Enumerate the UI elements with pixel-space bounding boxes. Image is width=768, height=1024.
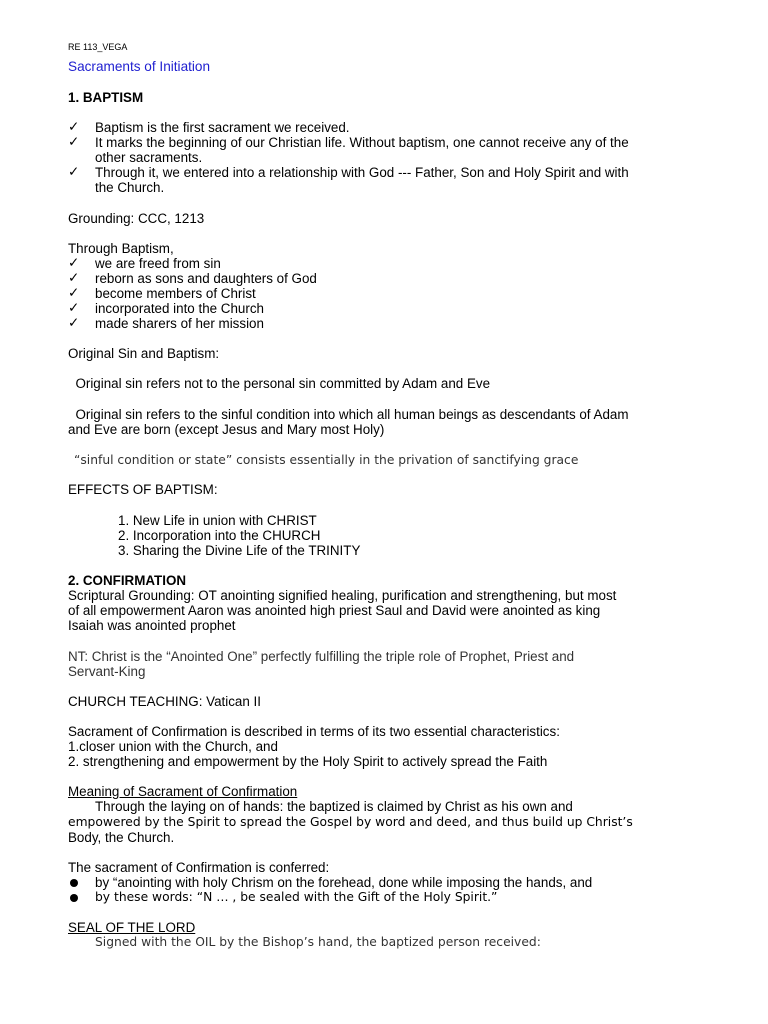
confirmation-description: 2. strengthening and empowerment by the Holy Spirit to actively spread the Faith [68, 754, 548, 769]
nt-note: Servant-King [68, 664, 146, 679]
confirmation-heading: 2. CONFIRMATION [68, 573, 187, 588]
sinful-condition-note: “sinful condition or state” consists essentially in the privation of sanctifying grace [74, 453, 579, 467]
checkmark-icon: ✓ [68, 119, 80, 134]
through-item: reborn as sons and daughters of God [95, 271, 317, 286]
bullet-icon [70, 879, 78, 887]
checkmark-icon: ✓ [68, 270, 80, 285]
original-sin-paragraph: Original sin refers to the sinful condition into which all human beings as descendants of Adam [68, 407, 629, 422]
scriptural-grounding: of all empowerment Aaron was anointed high priest Saul and David were anointed as king [68, 603, 601, 618]
conferred-heading: The sacrament of Confirmation is conferred: [68, 860, 330, 875]
checkmark-icon: ✓ [68, 164, 80, 179]
checkmark-icon: ✓ [68, 134, 80, 149]
baptism-point: the Church. [95, 180, 165, 195]
baptism-point: Through it, we entered into a relationship with God --- Father, Son and Holy Spirit and with [95, 165, 629, 180]
baptism-point: It marks the beginning of our Christian life. Without baptism, one cannot receive any of the [95, 135, 629, 150]
seal-text: Signed with the OIL by the Bishop’s hand, the baptized person received: [95, 935, 541, 949]
checkmark-icon: ✓ [68, 255, 80, 270]
document-title: Sacraments of Initiation [68, 59, 211, 74]
document-header: RE 113_VEGA [68, 42, 128, 52]
checkmark-icon: ✓ [68, 315, 80, 330]
meaning-paragraph: empowered by the Spirit to spread the Gospel by word and deed, and thus build up Christ’s [68, 815, 633, 829]
through-baptism: Through Baptism, [68, 241, 174, 256]
effect-item: 1. New Life in union with CHRIST [118, 513, 317, 528]
baptism-point: Baptism is the first sacrament we received. [95, 120, 350, 135]
meaning-paragraph: Through the laying on of hands: the baptized is claimed by Christ as his own and [95, 799, 573, 814]
through-item: we are freed from sin [95, 256, 221, 271]
conferred-item: by “anointing with holy Chrism on the forehead, done while imposing the hands, and [95, 875, 593, 890]
church-teaching: CHURCH TEACHING: Vatican II [68, 694, 261, 709]
seal-heading: SEAL OF THE LORD [68, 920, 196, 935]
scriptural-grounding: Scriptural Grounding: OT anointing signified healing, purification and strengthening, but most [68, 588, 617, 603]
baptism-grounding: Grounding: CCC, 1213 [68, 211, 205, 226]
original-sin-paragraph: Original sin refers not to the personal sin committed by Adam and Eve [68, 376, 491, 391]
effects-heading: EFFECTS OF BAPTISM: [68, 482, 218, 497]
baptism-point: other sacraments. [95, 150, 203, 165]
checkmark-icon: ✓ [68, 285, 80, 300]
through-item: become members of Christ [95, 286, 256, 301]
original-sin-paragraph: and Eve are born (except Jesus and Mary most Holy) [68, 422, 385, 437]
checkmark-icon: ✓ [68, 300, 80, 315]
bullet-icon [70, 894, 78, 902]
confirmation-description: Sacrament of Confirmation is described in terms of its two essential characteristics: [68, 724, 560, 739]
effect-item: 3. Sharing the Divine Life of the TRINITY [118, 543, 361, 558]
baptism-heading: 1. BAPTISM [68, 90, 144, 105]
conferred-item: by these words: “N … , be sealed with the Gift of the Holy Spirit.” [95, 890, 498, 904]
scriptural-grounding: Isaiah was anointed prophet [68, 618, 236, 633]
effect-item: 2. Incorporation into the CHURCH [118, 528, 321, 543]
through-item: made sharers of her mission [95, 316, 264, 331]
confirmation-description: 1.closer union with the Church, and [68, 739, 278, 754]
nt-note: NT: Christ is the “Anointed One” perfectly fulfilling the triple role of Prophet, Priest and [68, 649, 575, 664]
original-sin-heading: Original Sin and Baptism: [68, 346, 220, 361]
meaning-heading: Meaning of Sacrament of Confirmation [68, 784, 298, 799]
through-item: incorporated into the Church [95, 301, 264, 316]
meaning-paragraph: Body, the Church. [68, 830, 175, 845]
